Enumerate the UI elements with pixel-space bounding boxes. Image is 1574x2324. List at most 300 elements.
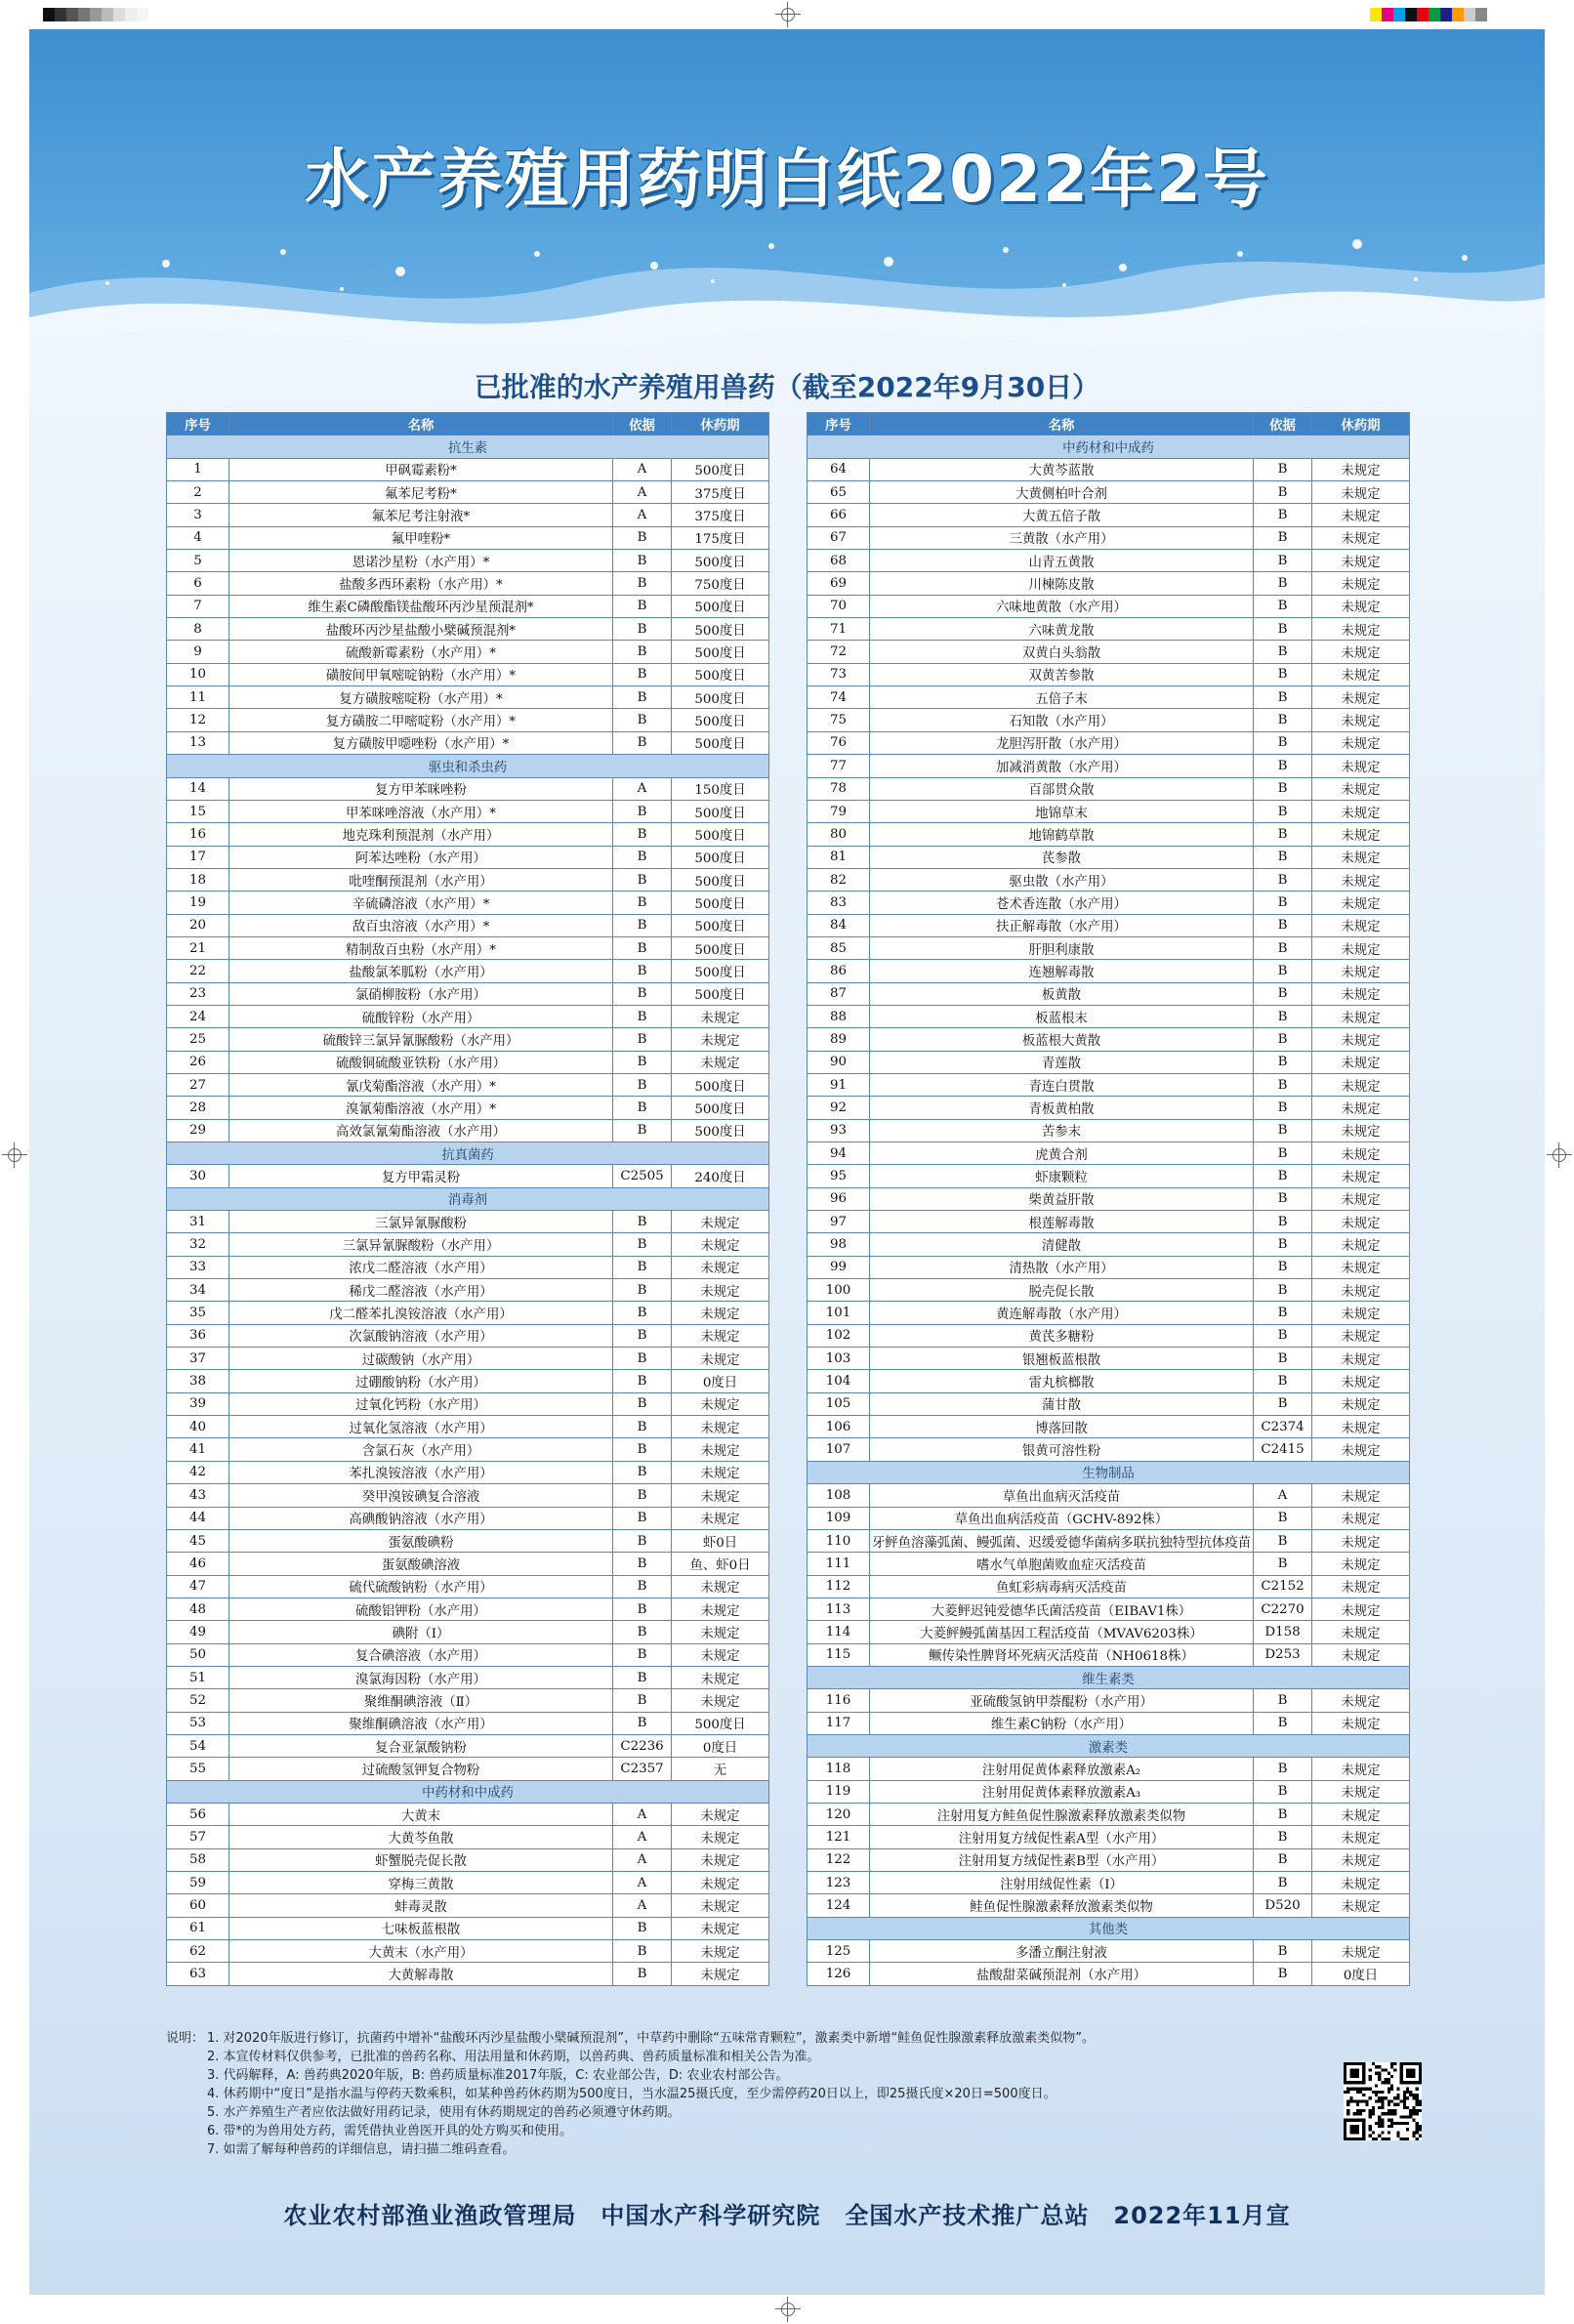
table-row — [808, 914, 1410, 936]
cell-withdrawal: 500度日 — [672, 709, 769, 731]
cell-name: 甲砜霉素粉* — [229, 458, 613, 480]
table-row — [808, 1256, 1410, 1278]
cell-index: 53 — [167, 1712, 229, 1734]
cell-index: 59 — [167, 1872, 229, 1894]
cell-withdrawal: 未规定 — [1312, 1370, 1410, 1392]
cell-index: 48 — [167, 1598, 229, 1620]
cell-index: 11 — [167, 686, 229, 709]
cell-index: 33 — [167, 1256, 229, 1278]
cell-withdrawal: 未规定 — [1312, 1712, 1410, 1734]
cell-index: 121 — [808, 1826, 870, 1848]
cell-basis: B — [1254, 618, 1312, 641]
cell-withdrawal: 500度日 — [672, 800, 769, 822]
table-row — [808, 1165, 1410, 1187]
cell-withdrawal: 未规定 — [1312, 1826, 1410, 1848]
header-withdrawal: 休药期 — [672, 413, 769, 436]
category-label: 抗真菌药 — [167, 1142, 769, 1165]
cell-name: 过硫酸氢钾复合物粉 — [229, 1758, 613, 1780]
table-row — [167, 936, 769, 959]
cell-index: 46 — [167, 1553, 229, 1575]
cell-basis: B — [613, 1348, 672, 1370]
cell-basis: A — [613, 1848, 672, 1871]
cell-basis: A — [613, 481, 672, 504]
cell-name: 硫酸锌粉（水产用） — [229, 1005, 613, 1027]
cell-name: 戊二醛苯扎溴铵溶液（水产用） — [229, 1302, 613, 1324]
cell-name: 青板黄柏散 — [870, 1097, 1254, 1119]
table-row — [808, 686, 1410, 709]
cell-withdrawal: 未规定 — [1312, 777, 1410, 800]
cell-basis: C2152 — [1254, 1575, 1312, 1598]
cell-basis: B — [1254, 755, 1312, 777]
cell-basis: B — [1254, 1073, 1312, 1096]
cell-name: 敌百虫溶液（水产用）* — [229, 914, 613, 936]
cell-basis: B — [613, 982, 672, 1005]
cell-index: 71 — [808, 618, 870, 641]
cell-name: 鱼虹彩病毒病灭活疫苗 — [870, 1575, 1254, 1598]
cell-index: 18 — [167, 868, 229, 891]
cell-name: 黄连解毒散（水产用） — [870, 1302, 1254, 1324]
table-row — [167, 1051, 769, 1073]
cell-withdrawal: 500度日 — [672, 595, 769, 617]
cell-basis: B — [613, 800, 672, 822]
table-row — [167, 1256, 769, 1278]
cell-withdrawal: 375度日 — [672, 481, 769, 504]
cell-withdrawal: 未规定 — [1312, 1894, 1410, 1917]
cell-index: 75 — [808, 709, 870, 731]
color-swatch — [1405, 8, 1417, 21]
cell-withdrawal: 未规定 — [1312, 1507, 1410, 1529]
cell-index: 50 — [167, 1643, 229, 1666]
header-basis: 依据 — [613, 413, 672, 436]
table-row — [167, 1826, 769, 1848]
cell-index: 66 — [808, 504, 870, 526]
table-row — [808, 1758, 1410, 1780]
cell-index: 68 — [808, 550, 870, 572]
cell-index: 76 — [808, 731, 870, 754]
color-swatch — [66, 8, 78, 21]
table-row — [808, 1803, 1410, 1825]
table-row — [808, 1348, 1410, 1370]
cell-index: 80 — [808, 823, 870, 846]
cell-withdrawal: 未规定 — [1312, 731, 1410, 754]
cell-basis: B — [613, 1119, 672, 1141]
table-row — [167, 1917, 769, 1939]
cell-withdrawal: 未规定 — [1312, 1142, 1410, 1165]
cell-withdrawal: 未规定 — [672, 1507, 769, 1529]
cell-basis: B — [1254, 1165, 1312, 1187]
cell-name: 注射用复方绒促性素A型（水产用） — [870, 1826, 1254, 1848]
color-swatch — [1370, 8, 1382, 21]
table-row — [808, 1780, 1410, 1803]
cell-withdrawal: 500度日 — [672, 618, 769, 641]
cell-index: 92 — [808, 1097, 870, 1119]
cell-index: 35 — [167, 1302, 229, 1324]
table-row — [808, 641, 1410, 663]
cell-withdrawal: 未规定 — [1312, 1119, 1410, 1141]
cell-name: 加减消黄散（水产用） — [870, 755, 1254, 777]
cell-basis: B — [613, 1643, 672, 1666]
cell-basis: B — [1254, 1279, 1312, 1302]
cell-index: 97 — [808, 1211, 870, 1233]
cell-withdrawal: 未规定 — [1312, 1392, 1410, 1415]
cell-index: 10 — [167, 663, 229, 685]
cell-basis: B — [1254, 1348, 1312, 1370]
cell-index: 45 — [167, 1529, 229, 1552]
table-row — [167, 1848, 769, 1871]
table-row — [808, 481, 1410, 504]
cell-basis: B — [1254, 1392, 1312, 1415]
table-row — [808, 731, 1410, 754]
cell-withdrawal: 未规定 — [672, 1438, 769, 1461]
cell-index: 30 — [167, 1165, 229, 1187]
cell-basis: B — [613, 1302, 672, 1324]
cell-withdrawal: 未规定 — [672, 1575, 769, 1598]
table-row — [167, 1621, 769, 1643]
cell-withdrawal: 未规定 — [1312, 1211, 1410, 1233]
cell-withdrawal: 未规定 — [672, 1940, 769, 1963]
cell-index: 73 — [808, 663, 870, 685]
cell-index: 58 — [167, 1848, 229, 1871]
cell-withdrawal: 未规定 — [1312, 481, 1410, 504]
header-index: 序号 — [808, 413, 870, 436]
cell-withdrawal: 500度日 — [672, 936, 769, 959]
cell-index: 9 — [167, 641, 229, 663]
table-row — [808, 936, 1410, 959]
cell-name: 阿苯达唑粉（水产用） — [229, 846, 613, 868]
cell-index: 88 — [808, 1005, 870, 1027]
cell-index: 70 — [808, 595, 870, 617]
cell-index: 23 — [167, 982, 229, 1005]
table-row — [808, 1484, 1410, 1507]
category-label: 生物制品 — [808, 1461, 1410, 1483]
cell-index: 98 — [808, 1233, 870, 1256]
table-row — [167, 595, 769, 617]
cell-name: 穿梅三黄散 — [229, 1872, 613, 1894]
cell-basis: B — [1254, 868, 1312, 891]
category-label: 维生素类 — [808, 1666, 1410, 1688]
cell-name: 蒲甘散 — [870, 1392, 1254, 1415]
page-title: 水产养殖用药明白纸2022年2号 — [305, 142, 1269, 217]
footer-issuers: 农业农村部渔业渔政管理局 中国水产科学研究院 全国水产技术推广总站 2022年11月宣 — [283, 2202, 1291, 2229]
category-row — [808, 1461, 1410, 1483]
cell-name: 银黄可溶性粉 — [870, 1438, 1254, 1461]
table-row — [167, 800, 769, 822]
cell-index: 101 — [808, 1302, 870, 1324]
cell-withdrawal: 未规定 — [1312, 595, 1410, 617]
table-subtitle: 已批准的水产养殖用兽药（截至2022年9月30日） — [474, 371, 1100, 403]
table-row — [808, 755, 1410, 777]
table-row — [808, 504, 1410, 526]
table-row — [167, 572, 769, 595]
cell-withdrawal: 未规定 — [1312, 709, 1410, 731]
drug-table-left — [166, 412, 769, 1986]
cell-index: 78 — [808, 777, 870, 800]
cell-name: 石知散（水产用） — [870, 709, 1254, 731]
table-row — [167, 1940, 769, 1963]
cmyk-color-bar — [1370, 8, 1487, 21]
cell-basis: A — [613, 1894, 672, 1917]
cell-index: 34 — [167, 1279, 229, 1302]
cell-basis: B — [1254, 1256, 1312, 1278]
cell-basis: B — [1254, 1553, 1312, 1575]
qr-code-icon[interactable] — [1344, 2062, 1422, 2140]
cell-basis: B — [613, 960, 672, 982]
table-row — [167, 1666, 769, 1688]
cell-withdrawal: 未规定 — [1312, 1484, 1410, 1507]
cell-name: 草鱼出血病灭活疫苗 — [870, 1484, 1254, 1507]
table-row — [167, 1097, 769, 1119]
cell-withdrawal: 未规定 — [1312, 663, 1410, 685]
cell-withdrawal: 未规定 — [672, 1872, 769, 1894]
cell-name: 注射用促黄体素释放激素A₃ — [870, 1780, 1254, 1803]
table-row — [808, 1416, 1410, 1438]
cell-name: 硫代硫酸钠粉（水产用） — [229, 1575, 613, 1598]
cell-withdrawal: 500度日 — [672, 550, 769, 572]
table-row — [808, 1529, 1410, 1552]
cell-name: 鲑鱼促性腺激素释放激素类似物 — [870, 1894, 1254, 1917]
cell-name: 三氯异氰脲酸粉（水产用） — [229, 1233, 613, 1256]
cell-name: 柴黄益肝散 — [870, 1187, 1254, 1210]
cell-index: 52 — [167, 1689, 229, 1712]
table-row — [167, 481, 769, 504]
table-row — [808, 1142, 1410, 1165]
table-row — [808, 1119, 1410, 1141]
table-row — [808, 846, 1410, 868]
cell-name: 清健散 — [870, 1233, 1254, 1256]
registration-mark-icon — [775, 2297, 801, 2322]
cell-name: 大黄芩鱼散 — [229, 1826, 613, 1848]
color-swatch — [1417, 8, 1429, 21]
cell-basis: B — [1254, 1940, 1312, 1963]
cell-index: 67 — [808, 526, 870, 549]
cell-withdrawal: 375度日 — [672, 504, 769, 526]
cell-index: 12 — [167, 709, 229, 731]
cell-index: 51 — [167, 1666, 229, 1688]
cell-name: 氯硝柳胺粉（水产用） — [229, 982, 613, 1005]
cell-index: 95 — [808, 1165, 870, 1187]
table-row — [808, 572, 1410, 595]
cell-withdrawal: 未规定 — [672, 1302, 769, 1324]
cell-name: 注射用绒促性素（Ⅰ） — [870, 1872, 1254, 1894]
cell-withdrawal: 未规定 — [672, 1416, 769, 1438]
cell-name: 硫酸铜硫酸亚铁粉（水产用） — [229, 1051, 613, 1073]
cell-name: 七味板蓝根散 — [229, 1917, 613, 1939]
category-label: 其他类 — [808, 1917, 1410, 1939]
cell-basis: B — [1254, 1119, 1312, 1141]
category-row — [167, 1780, 769, 1803]
table-row — [808, 1051, 1410, 1073]
cell-index: 63 — [167, 1963, 229, 1985]
cell-name: 溴氯海因粉（水产用） — [229, 1666, 613, 1688]
cell-withdrawal: 未规定 — [1312, 1575, 1410, 1598]
cell-index: 64 — [808, 458, 870, 480]
color-swatch — [125, 8, 137, 21]
table-row — [167, 1734, 769, 1757]
cell-index: 44 — [167, 1507, 229, 1529]
cell-name: 复合亚氯酸钠粉 — [229, 1734, 613, 1757]
cell-name: 苦参末 — [870, 1119, 1254, 1141]
table-row — [167, 1872, 769, 1894]
cell-basis: B — [1254, 1005, 1312, 1027]
cell-name: 多潘立酮注射液 — [870, 1940, 1254, 1963]
cell-index: 118 — [808, 1758, 870, 1780]
cell-index: 4 — [167, 526, 229, 549]
cell-name: 地锦鹤草散 — [870, 823, 1254, 846]
table-row — [808, 777, 1410, 800]
cell-name: 苍术香连散（水产用） — [870, 892, 1254, 914]
cell-name: 复方磺胺二甲嘧啶粉（水产用）* — [229, 709, 613, 731]
cell-withdrawal: 未规定 — [1312, 526, 1410, 549]
category-label: 激素类 — [808, 1734, 1410, 1757]
cell-withdrawal: 500度日 — [672, 686, 769, 709]
color-swatch — [1475, 8, 1487, 21]
cell-index: 114 — [808, 1621, 870, 1643]
cell-index: 7 — [167, 595, 229, 617]
table-row — [808, 709, 1410, 731]
cell-name: 硫酸锌三氯异氰脲酸粉（水产用） — [229, 1028, 613, 1051]
cell-index: 56 — [167, 1803, 229, 1825]
note-line: 1. 对2020年版进行修订，抗菌药中增补“盐酸环丙沙星盐酸小檗碱预混剂”，中草药中删除“五味常青颗粒”，激素类中新增“鲑鱼促性腺激素释放激素类似物”。 — [207, 2031, 1096, 2046]
table-row — [167, 1643, 769, 1666]
cell-basis: B — [613, 1028, 672, 1051]
cell-withdrawal: 175度日 — [672, 526, 769, 549]
cell-index: 27 — [167, 1073, 229, 1096]
cell-index: 83 — [808, 892, 870, 914]
cell-name: 盐酸环丙沙星盐酸小檗碱预混剂* — [229, 618, 613, 641]
color-swatch — [78, 8, 90, 21]
cell-name: 百部贯众散 — [870, 777, 1254, 800]
notes-heading: 说明： — [166, 2031, 205, 2046]
cell-name: 六味地黄散（水产用） — [870, 595, 1254, 617]
cell-basis: B — [613, 1438, 672, 1461]
cell-name: 复方甲霜灵粉 — [229, 1165, 613, 1187]
cell-name: 碘附（Ⅰ） — [229, 1621, 613, 1643]
cell-basis: B — [1254, 914, 1312, 936]
registration-mark-icon — [1547, 1142, 1572, 1168]
table-row — [167, 1963, 769, 1985]
cell-name: 注射用复方绒促性素B型（水产用） — [870, 1848, 1254, 1871]
cell-index: 21 — [167, 936, 229, 959]
cell-name: 双黄苦参散 — [870, 663, 1254, 685]
cell-index: 19 — [167, 892, 229, 914]
cell-withdrawal: 未规定 — [1312, 1279, 1410, 1302]
cell-basis: B — [1254, 1507, 1312, 1529]
cell-withdrawal: 未规定 — [672, 1666, 769, 1688]
registration-mark-icon — [2, 1142, 27, 1168]
cell-index: 8 — [167, 618, 229, 641]
cell-index: 93 — [808, 1119, 870, 1141]
cell-withdrawal: 500度日 — [672, 731, 769, 754]
cell-name: 龙胆泻肝散（水产用） — [870, 731, 1254, 754]
table-row — [167, 526, 769, 549]
cell-index: 65 — [808, 481, 870, 504]
cell-name: 牙鲆鱼溶藻弧菌、鳗弧菌、迟缓爱德华菌病多联抗独特型抗体疫苗 — [870, 1529, 1254, 1552]
color-swatch — [55, 8, 66, 21]
cell-withdrawal: 未规定 — [672, 1256, 769, 1278]
cell-basis: B — [1254, 1872, 1312, 1894]
cell-name: 雷丸槟榔散 — [870, 1370, 1254, 1392]
cell-index: 61 — [167, 1917, 229, 1939]
cell-basis: B — [613, 1666, 672, 1688]
cell-withdrawal: 0度日 — [672, 1370, 769, 1392]
table-row — [167, 1438, 769, 1461]
table-row — [167, 686, 769, 709]
table-row — [167, 1894, 769, 1917]
cell-name: 过碳酸钠（水产用） — [229, 1348, 613, 1370]
cell-index: 102 — [808, 1324, 870, 1347]
table-row — [808, 960, 1410, 982]
cell-basis: B — [613, 1324, 672, 1347]
gray-color-bar — [43, 8, 160, 21]
cell-basis: B — [613, 823, 672, 846]
cell-withdrawal: 500度日 — [672, 892, 769, 914]
cell-withdrawal: 未规定 — [1312, 1233, 1410, 1256]
cell-withdrawal: 未规定 — [1312, 800, 1410, 822]
table-row — [808, 800, 1410, 822]
category-row — [808, 1666, 1410, 1688]
cell-withdrawal: 未规定 — [1312, 458, 1410, 480]
cell-basis: B — [1254, 1963, 1312, 1985]
cell-index: 122 — [808, 1848, 870, 1871]
cell-index: 117 — [808, 1712, 870, 1734]
cell-name: 维生素C磷酸酯镁盐酸环丙沙星预混剂* — [229, 595, 613, 617]
note-line: 6. 带*的为兽用处方药，需凭借执业兽医开具的处方购买和使用。 — [207, 2124, 573, 2138]
cell-name: 过硼酸钠粉（水产用） — [229, 1370, 613, 1392]
cell-withdrawal: 未规定 — [672, 1689, 769, 1712]
cell-withdrawal: 未规定 — [1312, 1324, 1410, 1347]
color-swatch — [43, 8, 55, 21]
cell-basis: B — [1254, 481, 1312, 504]
color-swatch — [1464, 8, 1475, 21]
cell-index: 62 — [167, 1940, 229, 1963]
cell-basis: B — [613, 1051, 672, 1073]
cell-index: 103 — [808, 1348, 870, 1370]
cell-index: 124 — [808, 1894, 870, 1917]
cell-index: 125 — [808, 1940, 870, 1963]
cell-name: 维生素C钠粉（水产用） — [870, 1712, 1254, 1734]
table-row — [167, 892, 769, 914]
cell-basis: B — [613, 1621, 672, 1643]
cell-index: 99 — [808, 1256, 870, 1278]
cell-basis: B — [1254, 1097, 1312, 1119]
category-row — [167, 436, 769, 458]
cell-index: 41 — [167, 1438, 229, 1461]
cell-name: 板蓝根末 — [870, 1005, 1254, 1027]
cell-basis: C2357 — [613, 1758, 672, 1780]
cell-index: 111 — [808, 1553, 870, 1575]
table-row — [808, 1872, 1410, 1894]
cell-index: 6 — [167, 572, 229, 595]
cell-basis: C2415 — [1254, 1438, 1312, 1461]
cell-withdrawal: 未规定 — [1312, 1187, 1410, 1210]
cell-withdrawal: 未规定 — [1312, 1348, 1410, 1370]
cell-basis: B — [1254, 1826, 1312, 1848]
cell-name: 注射用促黄体素释放激素A₂ — [870, 1758, 1254, 1780]
cell-index: 87 — [808, 982, 870, 1005]
cell-withdrawal: 未规定 — [1312, 846, 1410, 868]
cell-name: 山青五黄散 — [870, 550, 1254, 572]
cell-name: 双黄白头翁散 — [870, 641, 1254, 663]
cell-basis: B — [613, 709, 672, 731]
cell-withdrawal: 未规定 — [1312, 1302, 1410, 1324]
cell-withdrawal: 未规定 — [672, 1324, 769, 1347]
cell-withdrawal: 未规定 — [672, 1598, 769, 1620]
cell-basis: B — [613, 1529, 672, 1552]
cell-withdrawal: 500度日 — [672, 1097, 769, 1119]
color-swatch — [90, 8, 102, 21]
cell-basis: D158 — [1254, 1621, 1312, 1643]
table-row — [808, 1940, 1410, 1963]
